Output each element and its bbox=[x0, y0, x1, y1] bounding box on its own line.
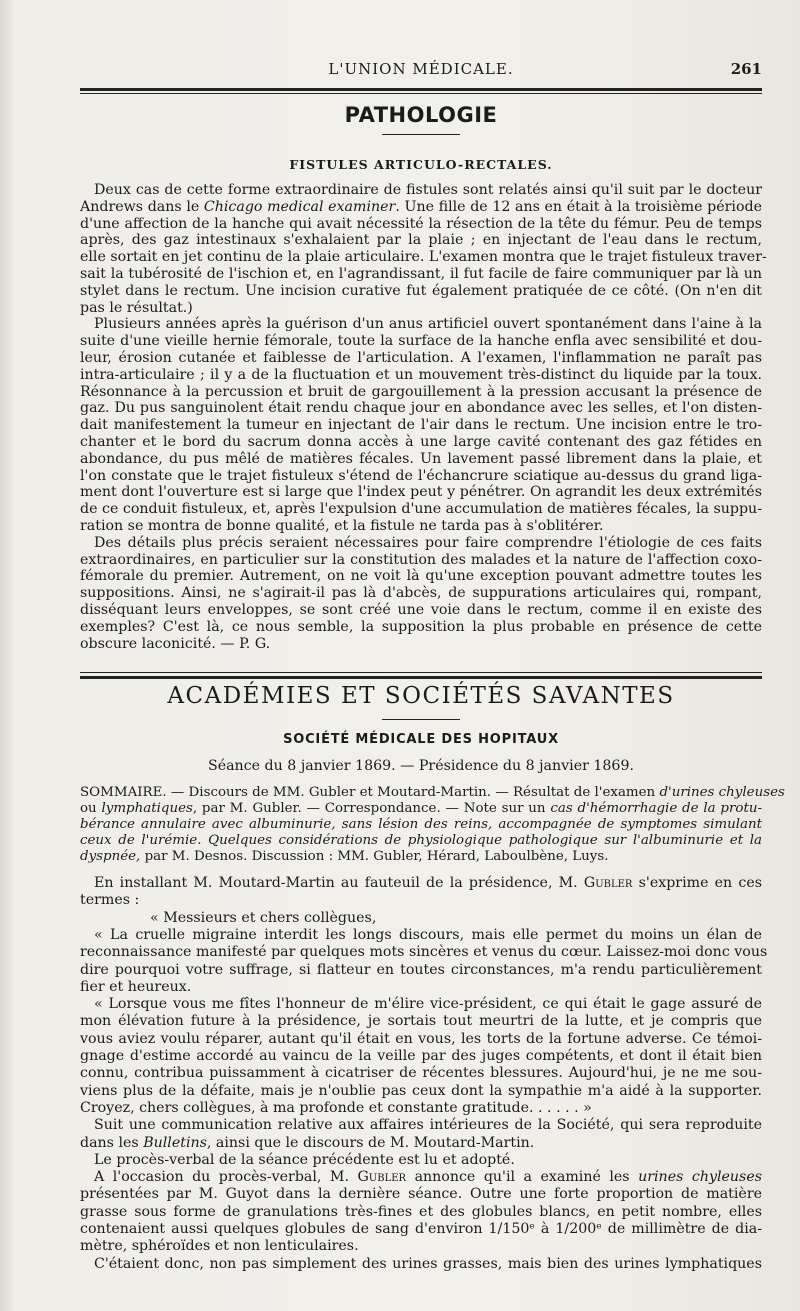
text-line: extraordinaires, en particulier sur la constitution des malades et la nature de l'affection coxo- bbox=[80, 551, 762, 568]
sommaire-line: SOMMAIRE. — Discours de MM. Gubler et Moutard-Martin. — Résultat de l'examen d'urines chyleuses bbox=[80, 785, 785, 800]
text-line: chanter et le bord du sacrum donna accès à une large cavité contenant des gaz fétides en bbox=[80, 434, 762, 450]
running-title: L'UNION MÉDICALE. bbox=[328, 60, 514, 78]
section-rule-thick bbox=[80, 676, 762, 679]
text-line: sait la tubérosité de l'ischion et, en l'agrandissant, il fut facile de faire communiquer par là un bbox=[80, 266, 762, 282]
title-rule bbox=[382, 134, 460, 135]
text-line: « La cruelle migraine interdit les longs discours, mais elle permet du moins un élan de bbox=[94, 926, 762, 943]
text-line: En installant M. Moutard-Martin au fauteuil de la présidence, M. Gubler s'exprime en ces bbox=[94, 875, 762, 891]
text-line: présentées par M. Guyot dans la dernière séance. Outre une forte proportion de matière bbox=[80, 1186, 762, 1203]
sommaire-line: bérance annulaire avec albuminurie, sans lésion des reins, accompagnée de symptomes simulant bbox=[80, 817, 762, 832]
text-line: Des détails plus précis seraient nécessaires pour faire comprendre l'étiologie de ces faits bbox=[94, 534, 762, 551]
text-line: elle sortait en jet continu de la plaie articulaire. L'examen montra que le trajet fistuleux traver- bbox=[80, 249, 767, 266]
text-line: l'on constate que le trajet fistuleux s'étend de l'échancrure sciatique au-dessus du grand liga- bbox=[80, 467, 762, 484]
header-rule-thin bbox=[80, 93, 762, 94]
text-line: leur, érosion cutanée et faiblesse de l'articulation. A l'examen, l'inflammation ne paraît pas bbox=[80, 350, 762, 366]
text-line: suite d'une vieille hernie fémorale, toute la surface de la hanche enfla avec sensibilité et dou- bbox=[80, 333, 762, 350]
text-line: intra-articulaire ; il y a de la fluctuation et un mouvement très-distinct du liquide par la toux. bbox=[80, 366, 762, 383]
text-line: après, des gaz intestinaux s'exhalaient par la plaie ; en injectant de l'eau dans le rectum, bbox=[80, 232, 762, 249]
text-line: termes : bbox=[80, 892, 140, 909]
text-line: stylet dans le rectum. Une incision curative fut également pratiquée de ce côté. (On n'en dit bbox=[80, 282, 762, 299]
text-line: Suit une communication relative aux affaires intérieures de la Société, qui sera reproduite bbox=[94, 1117, 762, 1134]
text-line: vous aviez voulu réparer, autant qu'il était en vous, les torts de la fortune adverse. Ce témoi- bbox=[80, 1030, 762, 1047]
text-line: contenaient aussi quelques globules de sang d'environ 1/150ᵉ à 1/200ᵉ de millimètre de dia- bbox=[80, 1221, 762, 1237]
text-line: Résonnance à la percussion et bruit de gargouillement à la pression accusant la présence de bbox=[80, 383, 762, 400]
text-line: dait manifestement la tumeur en injectant de l'air dans le rectum. Une incision entre le tro- bbox=[80, 417, 762, 434]
text-line: abondance, du pus mêlé de matières fécales. Un lavement passé librement dans la plaie, et bbox=[80, 450, 762, 467]
text-line: exemples? C'est là, ce nous semble, la supposition la plus probable en présence de cette bbox=[80, 618, 762, 635]
session-line: Séance du 8 janvier 1869. — Présidence du 8 janvier 1869. bbox=[207, 758, 634, 774]
text-line: « Messieurs et chers collègues, bbox=[150, 909, 377, 926]
text-line: ment dont l'ouverture est si large que l'index peut y pénétrer. On agrandit les deux extrémités bbox=[80, 484, 762, 501]
page-header bbox=[80, 58, 762, 84]
section-rule bbox=[80, 672, 762, 673]
text-line: reconnaissance manifesté par quelques mots sincères et venus du cœur. Laissez-moi donc vous bbox=[80, 944, 768, 961]
text-line: mon élévation future à la présidence, je sortais tout meurtri de la lutte, et je compris que bbox=[80, 1013, 762, 1030]
article-title: FISTULES ARTICULO-RECTALES. bbox=[289, 157, 553, 172]
text-line: obscure laconicité. — P. G. bbox=[80, 635, 271, 652]
text-line: pas le résultat.) bbox=[80, 299, 193, 316]
sommaire-line: ou lymphatiques, par M. Gubler. — Correspondance. — Note sur un cas d'hémorrhagie de la protu- bbox=[80, 801, 762, 816]
text-line: ration se montra de bonne qualité, et la fistule ne tarda pas à s'oblitérer. bbox=[80, 518, 604, 534]
text-line: Andrews dans le Chicago medical examiner. Une fille de 12 ans en était à la troisième période bbox=[80, 198, 762, 215]
text-line: viens plus de la défaite, mais je n'oublie pas ceux dont la sympathie m'a aidé à la supporter. bbox=[80, 1082, 762, 1099]
text-line: gaz. Du pus sanguinolent était rendu chaque jour en abondance avec les selles, et l'on disten- bbox=[80, 400, 762, 417]
sommaire-line: dyspnée, par M. Desnos. Discussion : MM. Gubler, Hérard, Laboulbène, Luys. bbox=[80, 849, 609, 864]
text-line: d'une affection de la hanche qui avait nécessité la résection de la tête du fémur. Peu de temps bbox=[80, 215, 762, 232]
text-line: Croyez, chers collègues, à ma profonde et constante gratitude. . . . . . » bbox=[80, 1099, 592, 1116]
page-number: 261 bbox=[730, 60, 762, 78]
text-line: grasse sous forme de granulations très-fines et des globules blancs, en petit nombre, elles bbox=[80, 1203, 762, 1220]
text-line: dire pourquoi votre suffrage, si flatteur en toutes circonstances, m'a rendu particulièrement bbox=[80, 961, 762, 978]
society-title: SOCIÉTÉ MÉDICALE DES HOPITAUX bbox=[283, 732, 559, 747]
header-rule bbox=[80, 88, 762, 91]
text-line: A l'occasion du procès-verbal, M. Gubler annonce qu'il a examiné les urines chyleuses bbox=[94, 1169, 762, 1186]
text-line: C'étaient donc, non pas simplement des urines grasses, mais bien des urines lymphatiques bbox=[94, 1255, 762, 1272]
sommaire-line: ceux de l'urémie. Quelques considérations de physiologique pathologique sur l'albuminurie et la bbox=[80, 833, 762, 848]
academies-title-rule bbox=[382, 719, 460, 720]
text-line: mètre, sphéroïdes et non lenticulaires. bbox=[80, 1238, 359, 1255]
text-line: connu, contribua puissamment à cicatriser de récentes blessures. Aujourd'hui, je ne me sou- bbox=[80, 1065, 762, 1082]
text-line: Le procès-verbal de la séance précédente est lu et adopté. bbox=[94, 1151, 515, 1168]
text-line: suppositions. Ainsi, ne s'agirait-il pas là d'abcès, de suppurations articulaires qui, rompant, bbox=[80, 585, 762, 602]
text-line: dans les Bulletins, ainsi que le discours de M. Moutard-Martin. bbox=[80, 1134, 535, 1151]
text-line: disséquant leurs enveloppes, se sont créé une voie dans le rectum, comme il en existe des bbox=[80, 602, 762, 618]
section-title-academies: ACADÉMIES ET SOCIÉTÉS SAVANTES bbox=[167, 683, 675, 709]
text-line: « Lorsque vous me fîtes l'honneur de m'élire vice-président, ce qui était le gage assuré de bbox=[94, 996, 762, 1013]
text-line: Deux cas de cette forme extraordinaire de fistules sont relatés ainsi qu'il suit par le docteur bbox=[94, 182, 762, 198]
text-line: Plusieurs années après la guérison d'un anus artificiel ouvert spontanément dans l'aine à la bbox=[94, 316, 762, 333]
text-line: fémorale du premier. Autrement, on ne voit là qu'une exception pouvant admettre toutes les bbox=[80, 568, 762, 585]
text-line: gnage d'estime accordé au vaincu de la veille par des juges compétents, et dont il était bien bbox=[80, 1048, 762, 1064]
section-title-pathologie: PATHOLOGIE bbox=[344, 103, 498, 127]
text-line: de ce conduit fistuleux, et, après l'expulsion d'une accumulation de matières fécales, la suppu- bbox=[80, 501, 762, 518]
text-line: fier et heureux. bbox=[80, 978, 192, 995]
